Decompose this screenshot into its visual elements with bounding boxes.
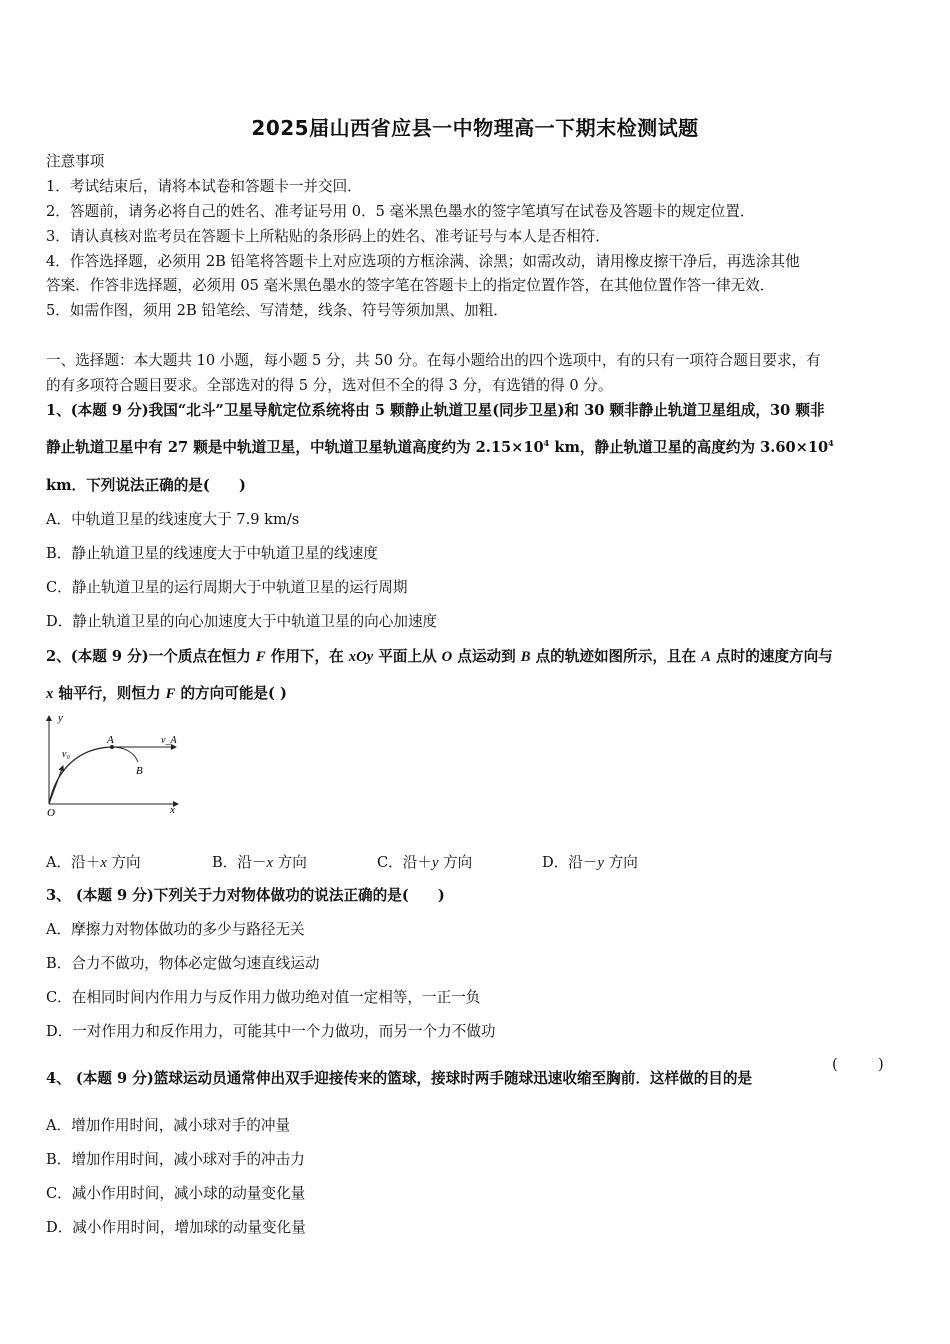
q2-text: 点时的速度方向与 [710, 648, 833, 665]
q2-text: 2、(本题 9 分)一个质点在恒力 [46, 648, 256, 665]
notice-item: 2．答题前，请务必将自己的姓名、准考证号用 0．5 毫米黑色墨水的签字笔填写在试卷及答题卡的规定位置． [46, 203, 755, 220]
q4-paren-close: ) [878, 1056, 884, 1073]
q1-exp2: 4 [828, 438, 834, 449]
q1-option-b: B．静止轨道卫星的线速度大于中轨道卫星的线速度 [46, 545, 378, 562]
section-heading-cont: 的有多项符合题目要求。全部选对的得 5 分，选对但不全的得 3 分，有选错的得 0 分。 [46, 377, 613, 394]
opt-var: x [266, 855, 273, 871]
q2-text: 作用下，在 [265, 648, 349, 665]
opt-var: x [100, 855, 107, 871]
q2-var-f: F [255, 649, 266, 665]
opt-var: y [597, 855, 604, 871]
opt-suffix: 方向 [273, 854, 307, 871]
q1-text-a: 静止轨道卫星中有 27 颗是中轨道卫星，中轨道卫星轨道高度约为 2.15×10 [46, 439, 544, 456]
q1-option-c: C．静止轨道卫星的运行周期大于中轨道卫星的运行周期 [46, 579, 408, 596]
va-label: v_A [161, 735, 177, 746]
trajectory-figure [40, 710, 190, 822]
q2-text: 平面上从 [373, 648, 442, 665]
page-title: 2025届山西省应县一中物理高一下期末检测试题 [251, 116, 699, 140]
q3-option-d: D．一对作用力和反作用力，可能其中一个力做功，而另一个力不做功 [46, 1023, 496, 1040]
origin-label: O [47, 807, 55, 819]
q2-stem-line2 [46, 684, 287, 704]
q1-stem-line2 [46, 438, 834, 458]
x-label: x [170, 804, 175, 816]
opt-prefix: A．沿＋ [46, 854, 101, 871]
q4-option-b: B．增加作用时间，减小球对手的冲击力 [46, 1151, 305, 1168]
q2-stem-line1 [46, 647, 833, 667]
notice-item: 3．请认真核对监考员在答题卡上所粘贴的条形码上的姓名、准考证号与本人是否相符． [46, 228, 610, 245]
q1-option-a: A．中轨道卫星的线速度大于 7.9 km/s [46, 511, 300, 528]
opt-prefix: B．沿－ [212, 854, 267, 871]
opt-suffix: 方向 [438, 854, 473, 871]
notice-item: 1．考试结束后，请将本试卷和答题卡一并交回． [46, 178, 362, 195]
q2-var-o: O [441, 649, 453, 665]
trajectory-curve-b [112, 747, 138, 762]
opt-prefix: C．沿＋ [377, 854, 432, 871]
opt-var: y [431, 855, 439, 871]
q4-paren-open: ( [832, 1056, 838, 1073]
q2-var-x: x [46, 686, 54, 702]
q2-text: 的方向可能是( ) [175, 685, 287, 702]
q3-stem: 3、 (本题 9 分)下列关于力对物体做功的说法正确的是( ) [46, 887, 445, 904]
a-label: A [107, 734, 114, 746]
q2-option-d [542, 851, 638, 872]
q2-var-xoy: xOy [348, 649, 374, 665]
q2-option-c [377, 851, 472, 872]
q3-option-c: C．在相同时间内作用力与反作用力做功绝对值一定相等，一正一负 [46, 989, 481, 1006]
q4-stem: 4、 (本题 9 分)篮球运动员通常伸出双手迎接传来的篮球，接球时两手随球迅速收缩至胸前．这样做的目的是 [46, 1070, 753, 1087]
trajectory-curve [49, 747, 112, 804]
q2-var-a: A [701, 649, 711, 665]
v0-arrow [49, 766, 63, 804]
q1-exp1: 4 [543, 438, 550, 449]
q2-text: 轴平行，则恒力 [53, 685, 166, 702]
b-label: B [136, 765, 143, 777]
opt-prefix: D．沿－ [542, 854, 598, 871]
q4-option-c: C．减小作用时间，减小球的动量变化量 [46, 1185, 306, 1202]
notice-item: 4．作答选择题，必须用 2B 铅笔将答题卡上对应选项的方框涂满、涂黑；如需改动，请用橡皮擦干净后，再选涂其他 [46, 253, 800, 270]
q1-option-d: D．静止轨道卫星的向心加速度大于中轨道卫星的向心加速度 [46, 613, 438, 630]
q1-text-b: km，静止轨道卫星的高度约为 3.60×10 [549, 439, 829, 456]
notice-item: 答案．作答非选择题，必须用 05 毫米黑色墨水的签字笔在答题卡上的指定位置作答，在其他位置作答一律无效． [46, 277, 775, 294]
y-label: y [58, 712, 63, 724]
q2-var-b: B [520, 649, 531, 665]
q1-stem-line3: km．下列说法正确的是( ) [46, 477, 246, 494]
q2-text: 点运动到 [452, 648, 521, 665]
section-heading: 一、选择题：本大题共 10 小题，每小题 5 分，共 50 分。在每小题给出的四个选项中，有的只有一项符合题目要求，有 [46, 352, 821, 369]
notice-heading: 注意事项 [46, 153, 105, 170]
opt-suffix: 方向 [603, 854, 638, 871]
q1-stem-line1: 1、(本题 9 分)我国“北斗”卫星导航定位系统将由 5 颗静止轨道卫星(同步卫星)和 30 颗非静止轨道卫星组成，30 颗非 [46, 402, 825, 419]
q3-option-b: B．合力不做功，物体必定做匀速直线运动 [46, 955, 320, 972]
q2-text: 点的轨迹如图所示，且在 [530, 648, 702, 665]
q3-option-a: A．摩擦力对物体做功的多少与路径无关 [46, 921, 305, 938]
v0-label: v₀ [62, 749, 70, 760]
q4-option-a: A．增加作用时间，减小球对手的冲量 [46, 1117, 291, 1134]
q2-option-b [212, 851, 307, 872]
notice-item: 5．如需作图，须用 2B 铅笔绘、写清楚，线条、符号等须加黑、加粗． [46, 302, 508, 319]
q4-option-d: D．减小作用时间，增加球的动量变化量 [46, 1219, 306, 1236]
opt-suffix: 方向 [106, 854, 141, 871]
q2-option-a [46, 851, 141, 872]
q2-var-f: F [165, 686, 176, 702]
